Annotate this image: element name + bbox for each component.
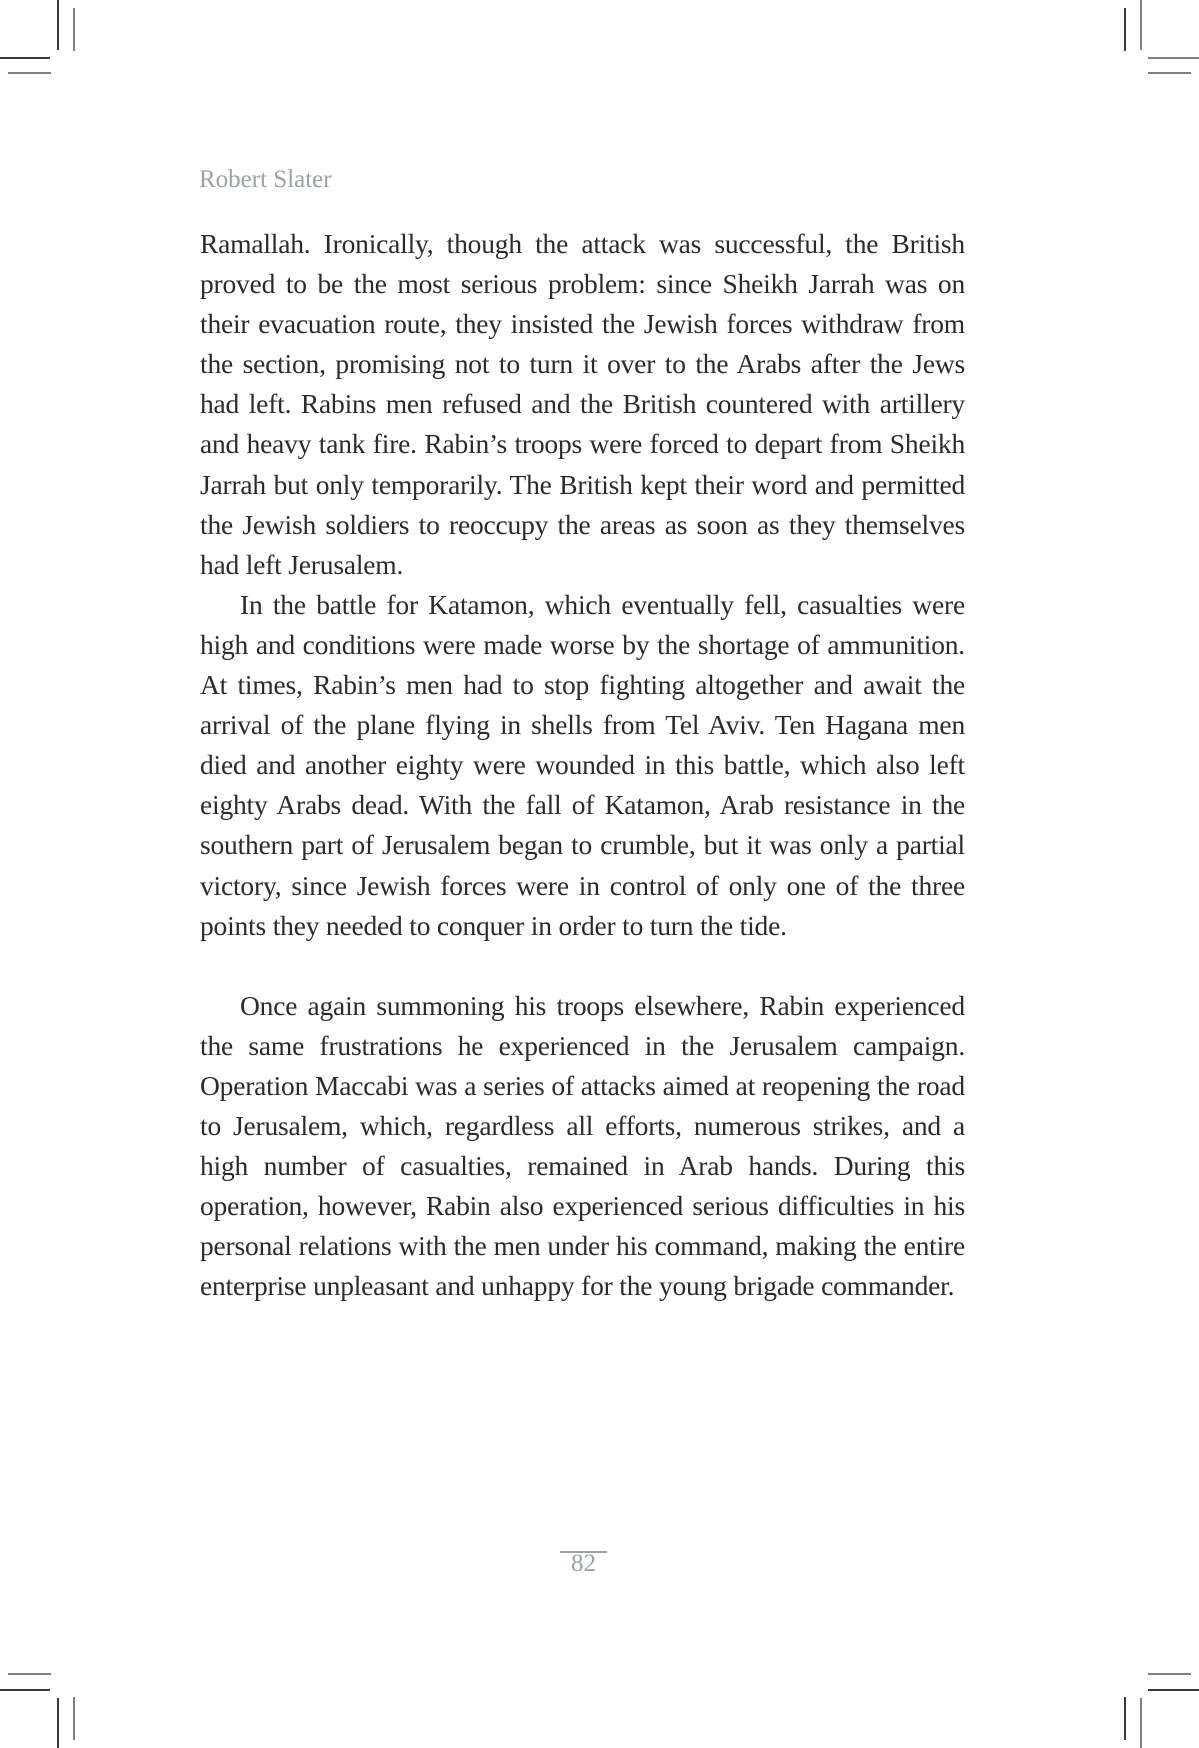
crop-mark xyxy=(1124,1697,1126,1740)
crop-mark xyxy=(57,0,59,50)
crop-mark xyxy=(0,1689,50,1691)
crop-mark xyxy=(1148,1689,1199,1691)
paragraph: Once again summoning his troops elsewhere, Rabin experienced the same frustrations he experienced in the Jerusalem campaign. Operation Maccabi was a series of attacks aimed at reopening the road to Jerusalem, which, regardless all efforts, numerous strikes, and a high number of casualties, remained in Arab hands. During this operation, however, Rabin also experienced serious difficulties in his personal relations with the men under his command, making the entire enterprise unpleasant and unhappy for the young brigade commander. xyxy=(200,989,965,1302)
paragraph: Ramallah. Ironically, though the attack was successful, the British proved to be the most serious problem: since Sheikh Jarrah was on their evacuation route, they insisted the Jewish forces withdraw from the section, promising not to turn it over to the Arabs after the Jews had left. Rabins men refused and the British countered with artillery and heavy tank fire. Rabin’s troops were forced to depart from Sheikh Jarrah but only temporarily. The British kept their word and permitted the Jewish soldiers to reoccupy the areas as soon as they themselves had left Jerusalem. xyxy=(200,228,965,580)
crop-mark xyxy=(57,1698,59,1748)
crop-mark xyxy=(8,1673,51,1675)
crop-mark xyxy=(1148,1673,1191,1675)
running-head-author: Robert Slater xyxy=(199,166,332,193)
paragraph: In the battle for Katamon, which eventually fell, casualties were high and conditions were made worse by the shortage of ammunition. At times, Rabin’s men had to stop fighting altogether and await the arrival of the plane flying in shells from Tel Aviv. Ten Hagana men died and another eighty were wounded in this battle, which also left eighty Arabs dead. With the fall of Katamon, Arab resistance in the southern part of Jerusalem began to crumble, but it was only a partial victory, since Jewish forces were in control of only one of the three points they needed to conquer in order to turn the tide. xyxy=(200,588,965,941)
crop-mark xyxy=(1140,1698,1142,1748)
crop-mark xyxy=(73,1697,75,1740)
crop-mark xyxy=(0,57,50,59)
page-number: 82 xyxy=(571,1550,596,1577)
crop-mark xyxy=(1140,0,1142,50)
crop-mark xyxy=(1148,57,1199,59)
crop-mark xyxy=(1124,8,1126,51)
body-text xyxy=(200,224,965,1307)
crop-mark xyxy=(73,8,75,51)
crop-mark xyxy=(8,72,51,74)
crop-mark xyxy=(1148,72,1191,74)
